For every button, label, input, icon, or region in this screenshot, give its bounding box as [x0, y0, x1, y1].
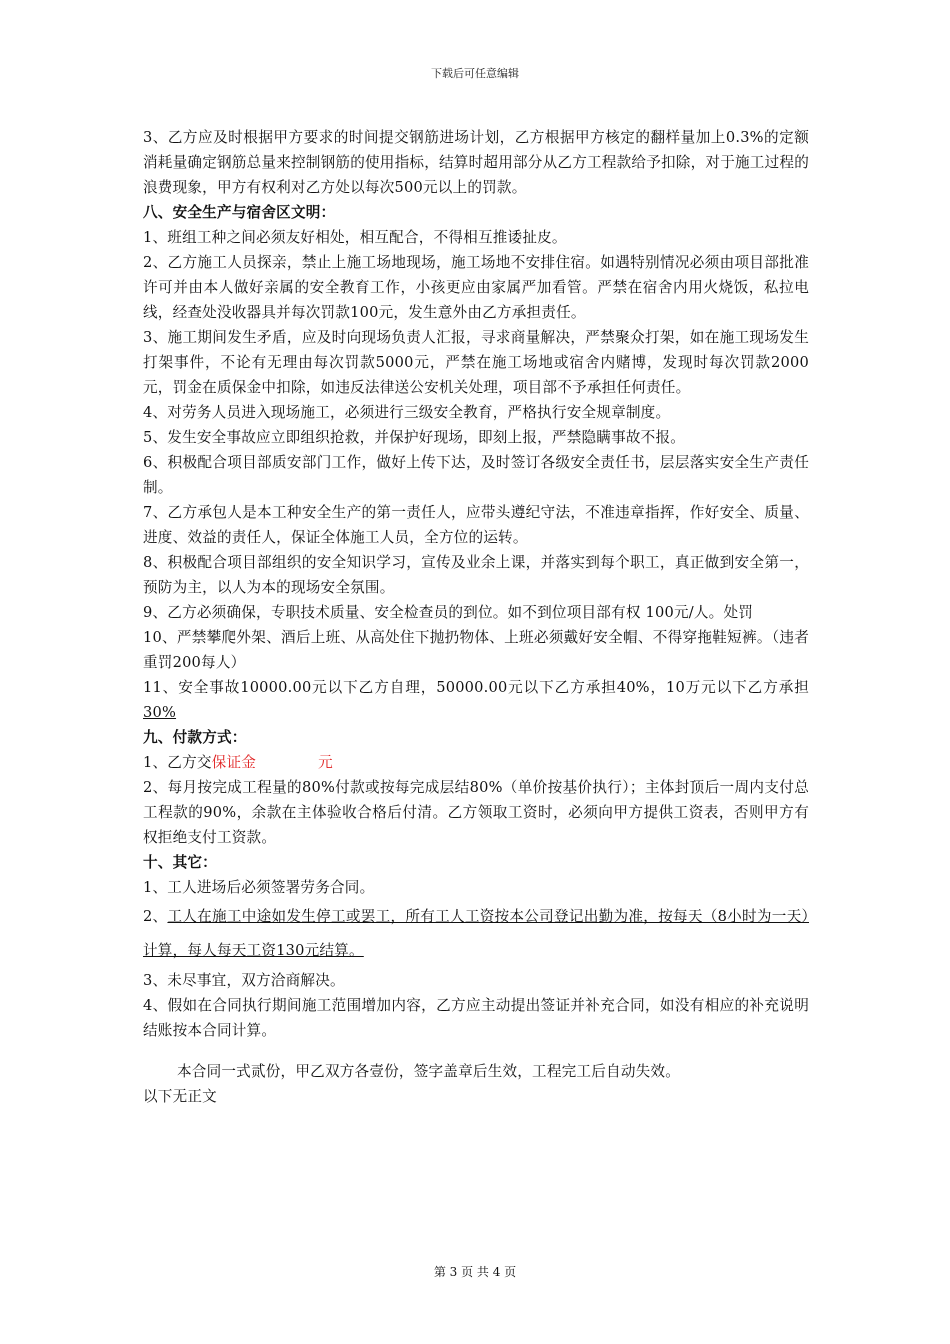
- safety-item-1: 1、班组工种之间必须友好相处，相互配合，不得相互推诿扯皮。: [143, 229, 567, 246]
- deposit-label: 保证金: [211, 754, 257, 771]
- other-item-4: 4、假如在合同执行期间施工范围增加内容，乙方应主动提出签证并补充合同，如没有相应的补充说明结账按本合同计算。: [143, 997, 809, 1039]
- safety-item-5: 5、发生安全事故应立即组织抢救，并保护好现场，即刻上报，严禁隐瞒事故不报。: [143, 429, 686, 446]
- section-heading-payment: 九、付款方式：: [143, 729, 247, 746]
- safety-item-11-text: 11、安全事故10000.00元以下乙方自理，50000.00元以下乙方承担40%，10万元以下乙方承担: [143, 679, 809, 696]
- page-footer: 第 3 页 共 4 页: [433, 1265, 517, 1279]
- safety-item-9: 9、乙方必须确保，专职技术质量、安全检查员的到位。如不到位项目部有权 100元/人。处罚: [143, 604, 754, 621]
- document-body: [143, 125, 809, 1109]
- payment-item-1-prefix: 1、乙方交: [143, 754, 212, 771]
- safety-item-11-percent: 30%: [143, 704, 177, 721]
- safety-item-8: 8、积极配合项目部组织的安全知识学习，宣传及业余上课，并落实到每个职工，真正做到安全第一，预防为主，以人为本的现场安全氛围。: [143, 554, 809, 596]
- payment-item-1: [143, 750, 809, 775]
- other-item-1: 1、工人进场后必须签署劳务合同。: [143, 879, 375, 896]
- safety-item-6: 6、积极配合项目部质安部门工作，做好上传下达，及时签订各级安全责任书，层层落实安全生产责任制。: [143, 454, 809, 496]
- steel-clause: 3、乙方应及时根据甲方要求的时间提交钢筋进场计划，乙方根据甲方核定的翻样量加上0.3%的定额消耗量确定钢筋总量来控制钢筋的使用指标，结算时超用部分从乙方工程款给予扣除，对于施工过程的浪费现象，甲方有权利对乙方处以每次500元以上的罚款。: [143, 129, 809, 196]
- closing-statement: 本合同一式贰份，甲乙双方各壹份，签字盖章后生效，工程完工后自动失效。: [177, 1063, 680, 1080]
- section-heading-safety: 八、安全生产与宿舍区文明：: [143, 204, 336, 221]
- safety-item-2: 2、乙方施工人员探亲，禁止上施工场地现场，施工场地不安排住宿。如遇特别情况必须由项目部批准许可并由本人做好亲属的安全教育工作，小孩更应由家属严加看管。严禁在宿舍内用火烧饭，私拉电线，经查处没收器具并每次罚款100元，发生意外由乙方承担责任。: [143, 254, 809, 321]
- other-item-2: [143, 900, 809, 968]
- other-item-2-text: 工人在施工中途如发生停工或罢工，所有工人工资按本公司登记出勤为准，按每天（8小时为一天）计算，每人每天工资130元结算。: [143, 908, 809, 959]
- section-heading-other: 十、其它：: [143, 854, 217, 871]
- deposit-unit: 元: [318, 754, 333, 771]
- end-of-text: 以下无正文: [143, 1088, 217, 1105]
- safety-item-10: 10、严禁攀爬外架、酒后上班、从高处住下抛扔物体、上班必须戴好安全帽、不得穿拖鞋短裤。（违者重罚200每人）: [143, 629, 809, 671]
- spacer: [143, 1043, 809, 1059]
- other-item-3: 3、未尽事宜，双方洽商解决。: [143, 972, 345, 989]
- safety-item-4: 4、对劳务人员进入现场施工，必须进行三级安全教育，严格执行安全规章制度。: [143, 404, 671, 421]
- safety-item-3: 3、施工期间发生矛盾，应及时向现场负责人汇报，寻求商量解决，严禁聚众打架，如在施工现场发生打架事件，不论有无理由每次罚款5000元，严禁在施工场地或宿舍内赌博，发现时每次罚款2000元，罚金在质保金中扣除，如违反法律送公安机关处理，项目部不予承担任何责任。: [143, 329, 809, 396]
- safety-item-11: [143, 675, 809, 725]
- payment-item-2: 2、每月按完成工程量的80%付款或按每完成层结80%（单价按基价执行）；主体封顶后一周内支付总工程款的90%，余款在主体验收合格后付清。乙方领取工资时，必须向甲方提供工资表，否则甲方有权拒绝支付工资款。: [143, 779, 809, 846]
- other-item-2-number: 2、: [143, 908, 168, 925]
- safety-item-7: 7、乙方承包人是本工种安全生产的第一责任人，应带头遵纪守法，不准违章指挥，作好安全、质量、进度、效益的责任人，保证全体施工人员，全方位的运转。: [143, 504, 809, 546]
- page-header: 下载后可任意编辑: [431, 67, 519, 80]
